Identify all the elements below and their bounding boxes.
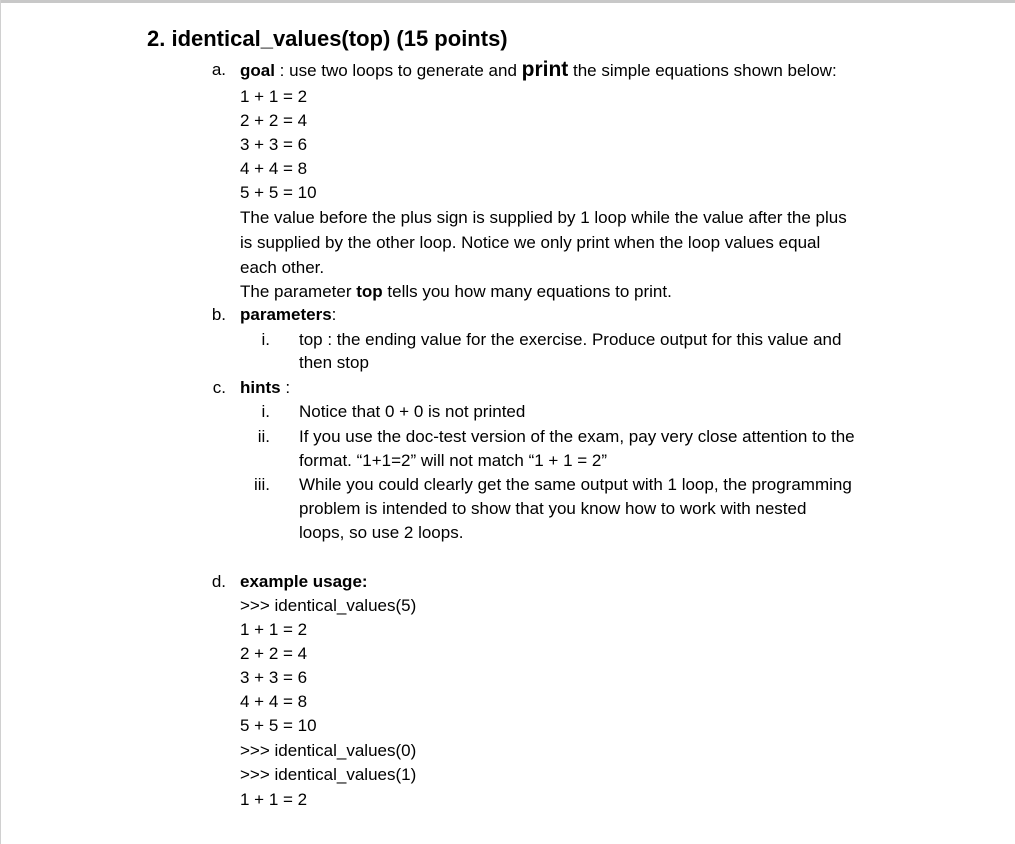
hint-item-line: loops, so use 2 loops. xyxy=(299,523,464,542)
goal-emphasis-print: print xyxy=(521,58,569,81)
section-a-goal-line xyxy=(240,59,837,82)
goal-equation: 2 + 2 = 4 xyxy=(240,111,308,130)
goal-equation: 5 + 5 = 10 xyxy=(240,183,317,202)
parameter-item-line: top : the ending value for the exercise. Produce output for this value and xyxy=(299,330,842,349)
hint-item-line: Notice that 0 + 0 is not printed xyxy=(299,402,526,421)
example-usage-label: example usage: xyxy=(240,572,368,591)
hint-item-line: While you could clearly get the same output with 1 loop, the programming xyxy=(299,475,852,494)
goal-text-before: : use two loops to generate and xyxy=(274,61,522,80)
hints-label-suffix: : xyxy=(280,378,291,397)
param-text-after: tells you how many equations to print. xyxy=(382,282,672,301)
example-line: 1 + 1 = 2 xyxy=(240,790,308,809)
example-line: >>> identical_values(1) xyxy=(240,765,417,784)
param-text-before: The parameter xyxy=(240,282,357,301)
hints-label: hints xyxy=(240,378,281,397)
parameter-item-marker: i. xyxy=(261,330,270,349)
parameter-item-line: then stop xyxy=(299,353,369,372)
hint-item-marker: i. xyxy=(261,402,270,421)
hint-item-line: format. “1+1=2” will not match “1 + 1 = 2” xyxy=(299,451,608,470)
parameters-label-suffix: : xyxy=(331,305,337,324)
goal-text-after: the simple equations shown below: xyxy=(568,61,837,80)
section-c-heading xyxy=(240,377,290,399)
example-line: >>> identical_values(0) xyxy=(240,741,417,760)
section-c-marker: c. xyxy=(212,378,226,397)
goal-equation: 4 + 4 = 8 xyxy=(240,159,308,178)
section-d-marker: d. xyxy=(211,572,226,591)
hint-item-line: problem is intended to show that you know how to work with nested xyxy=(299,499,807,518)
example-line: 3 + 3 = 6 xyxy=(240,668,308,687)
goal-parameter-line xyxy=(240,281,672,303)
parameters-label: parameters xyxy=(240,305,332,324)
goal-equation: 1 + 1 = 2 xyxy=(240,87,308,106)
hint-item-marker: ii. xyxy=(257,427,270,446)
param-word-top: top xyxy=(356,282,383,301)
example-line: >>> identical_values(5) xyxy=(240,596,417,615)
goal-paragraph-line: is supplied by the other loop. Notice we only print when the loop values equal xyxy=(240,233,821,252)
goal-paragraph-line: The value before the plus sign is supplied by 1 loop while the value after the plus xyxy=(240,208,847,227)
example-line: 2 + 2 = 4 xyxy=(240,644,308,663)
goal-equation: 3 + 3 = 6 xyxy=(240,135,308,154)
hint-item-line: If you use the doc-test version of the exam, pay very close attention to the xyxy=(299,427,855,446)
example-line: 1 + 1 = 2 xyxy=(240,620,308,639)
example-line: 5 + 5 = 10 xyxy=(240,716,317,735)
section-b-heading xyxy=(240,304,336,326)
section-b-marker: b. xyxy=(211,305,226,324)
question-title: 2. identical_values(top) (15 points) xyxy=(147,26,508,51)
example-line: 4 + 4 = 8 xyxy=(240,692,308,711)
section-a-marker: a. xyxy=(211,60,226,79)
goal-paragraph-line: each other. xyxy=(240,258,325,277)
hint-item-marker: iii. xyxy=(253,475,270,494)
goal-label: goal xyxy=(240,61,275,80)
